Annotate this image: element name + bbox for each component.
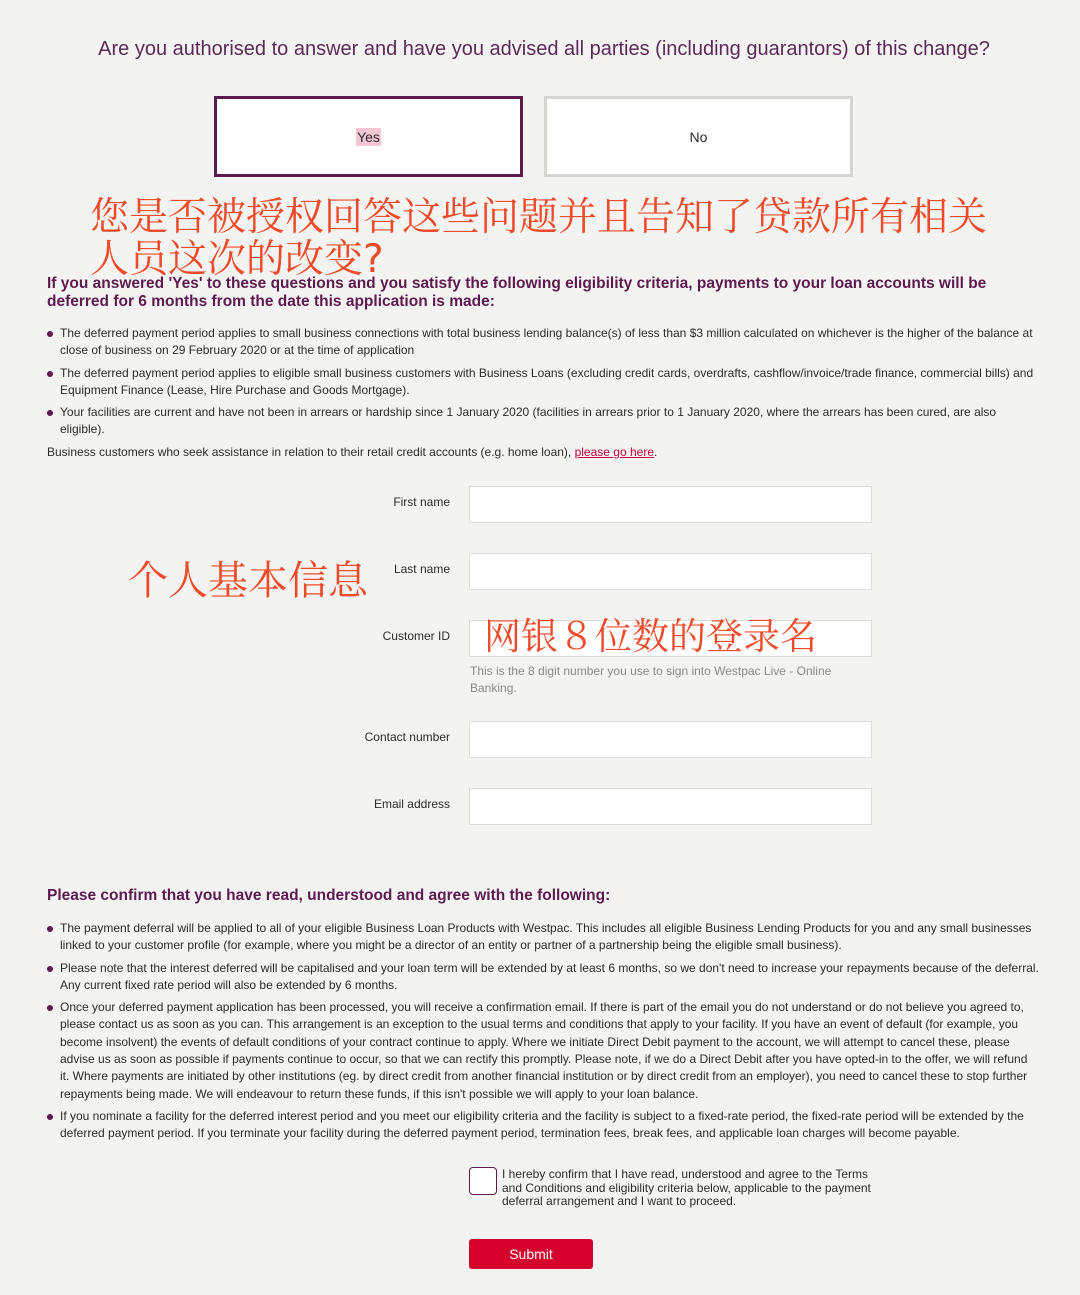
email-label: Email address [373, 797, 450, 811]
list-item: If you nominate a facility for the deferred interest period and you meet our eligibility criteria and the facility is subject to a fixed-rate period, the fixed-rate period will be extended by the deferred payment period. If you terminate your facility during the deferred payment period, termination fees, break fees, and applicable loan charges will become payable. [47, 1108, 1039, 1143]
confirm-checkbox[interactable] [469, 1167, 497, 1195]
customer-id-annotation: 网银８位数的登录名 [484, 615, 817, 658]
list-item: The payment deferral will be applied to all of your eligible Business Loan Products with Westpac. This includes all eligible Business Lending Products for you and any small businesses linked to your customer profile (for example, where you might be a director of an entity or partner of a partnership being the eligible small business). [47, 920, 1039, 955]
first-name-label: First name [393, 495, 450, 509]
eligibility-heading: If you answered 'Yes' to these questions and you satisfy the following eligibility criteria, payments to your loan accounts will be deferred for 6 months from the date this application is made: [47, 275, 987, 311]
confirm-list [47, 920, 1039, 1148]
personal-info-annotation: 个人基本信息 [128, 558, 368, 604]
contact-number-label: Contact number [364, 730, 450, 744]
retail-credit-note [47, 445, 657, 459]
no-option-button[interactable] [544, 96, 853, 177]
email-input[interactable] [469, 788, 872, 825]
list-item: Once your deferred payment application has been processed, you will receive a confirmation email. If there is part of the email you do not understand or do not believe you agreed to, please contact us as soon as you can. This arrangement is an exception to the usual terms and conditions that apply to your facility. If you have an event of default (for example, you become insolvent) the events of default conditions of your contract continue to apply. Where we initiate Direct Debit payment to the account, we will attempt to cancel these, please advise us as soon as possible if payments continue to occur, so that we can rectify this promptly. Please note, if we do a Direct Debit after you have opted-in to the offer, we will refund it. Where payments are initiated by other institutions (eg. by direct credit from another financial institution or by direct credit from an employer), you need to cancel these to stop further repayments being made. We will endeavour to return these funds, if this isn't possible we will apply to your loan balance. [47, 999, 1039, 1103]
yes-option-label: Yes [357, 128, 380, 145]
retail-note-text: Business customers who seek assistance in relation to their retail credit accounts (e.g. home loan), [47, 445, 575, 459]
last-name-label: Last name [393, 562, 450, 576]
no-option-label: No [689, 128, 708, 145]
confirm-checkbox-label: I hereby confirm that I have read, understood and agree to the Terms and Conditions and eligibility criteria below, applicable to the payment deferral arrangement and I want to proceed. [502, 1167, 871, 1208]
last-name-input[interactable] [469, 553, 872, 590]
eligibility-list [47, 325, 1039, 444]
list-item: The deferred payment period applies to eligible small business customers with Business Loans (excluding credit cards, overdrafts, cashflow/invoice/trade finance, commercial bills) and Equipment Finance (Lease, Hire Purchase and Goods Mortgage). [47, 365, 1039, 400]
list-item: Your facilities are current and have not been in arrears or hardship since 1 January 2020 (facilities in arrears prior to 1 January 2020, where the arrears has been cured, are also eligible). [47, 404, 1039, 439]
authorised-annotation: 您是否被授权回答这些问题并且告知了贷款所有相关人员这次的改变? [90, 195, 988, 283]
contact-number-input[interactable] [469, 721, 872, 758]
retail-note-end: . [654, 445, 658, 459]
confirm-heading: Please confirm that you have read, understood and agree with the following: [47, 887, 611, 904]
customer-id-help: This is the 8 digit number you use to sign into Westpac Live - Online Banking. [470, 664, 832, 695]
authorisation-question: Are you authorised to answer and have you advised all parties (including guarantors) of this change? [98, 38, 990, 60]
customer-id-label: Customer ID [382, 629, 450, 643]
yes-option-button[interactable] [214, 96, 523, 177]
list-item: The deferred payment period applies to small business connections with total business lending balance(s) of less than $3 million calculated on whichever is the higher of the balance at close of business on 29 February 2020 or at the time of application [47, 325, 1039, 360]
please-go-here-link[interactable]: please go here [574, 445, 654, 459]
first-name-input[interactable] [469, 486, 872, 523]
submit-button[interactable]: Submit [469, 1239, 593, 1269]
list-item: Please note that the interest deferred will be capitalised and your loan term will be extended by at least 6 months, so we don't need to increase your repayments because of the deferral. Any current fixed rate period will also be extended by 6 months. [47, 960, 1039, 995]
